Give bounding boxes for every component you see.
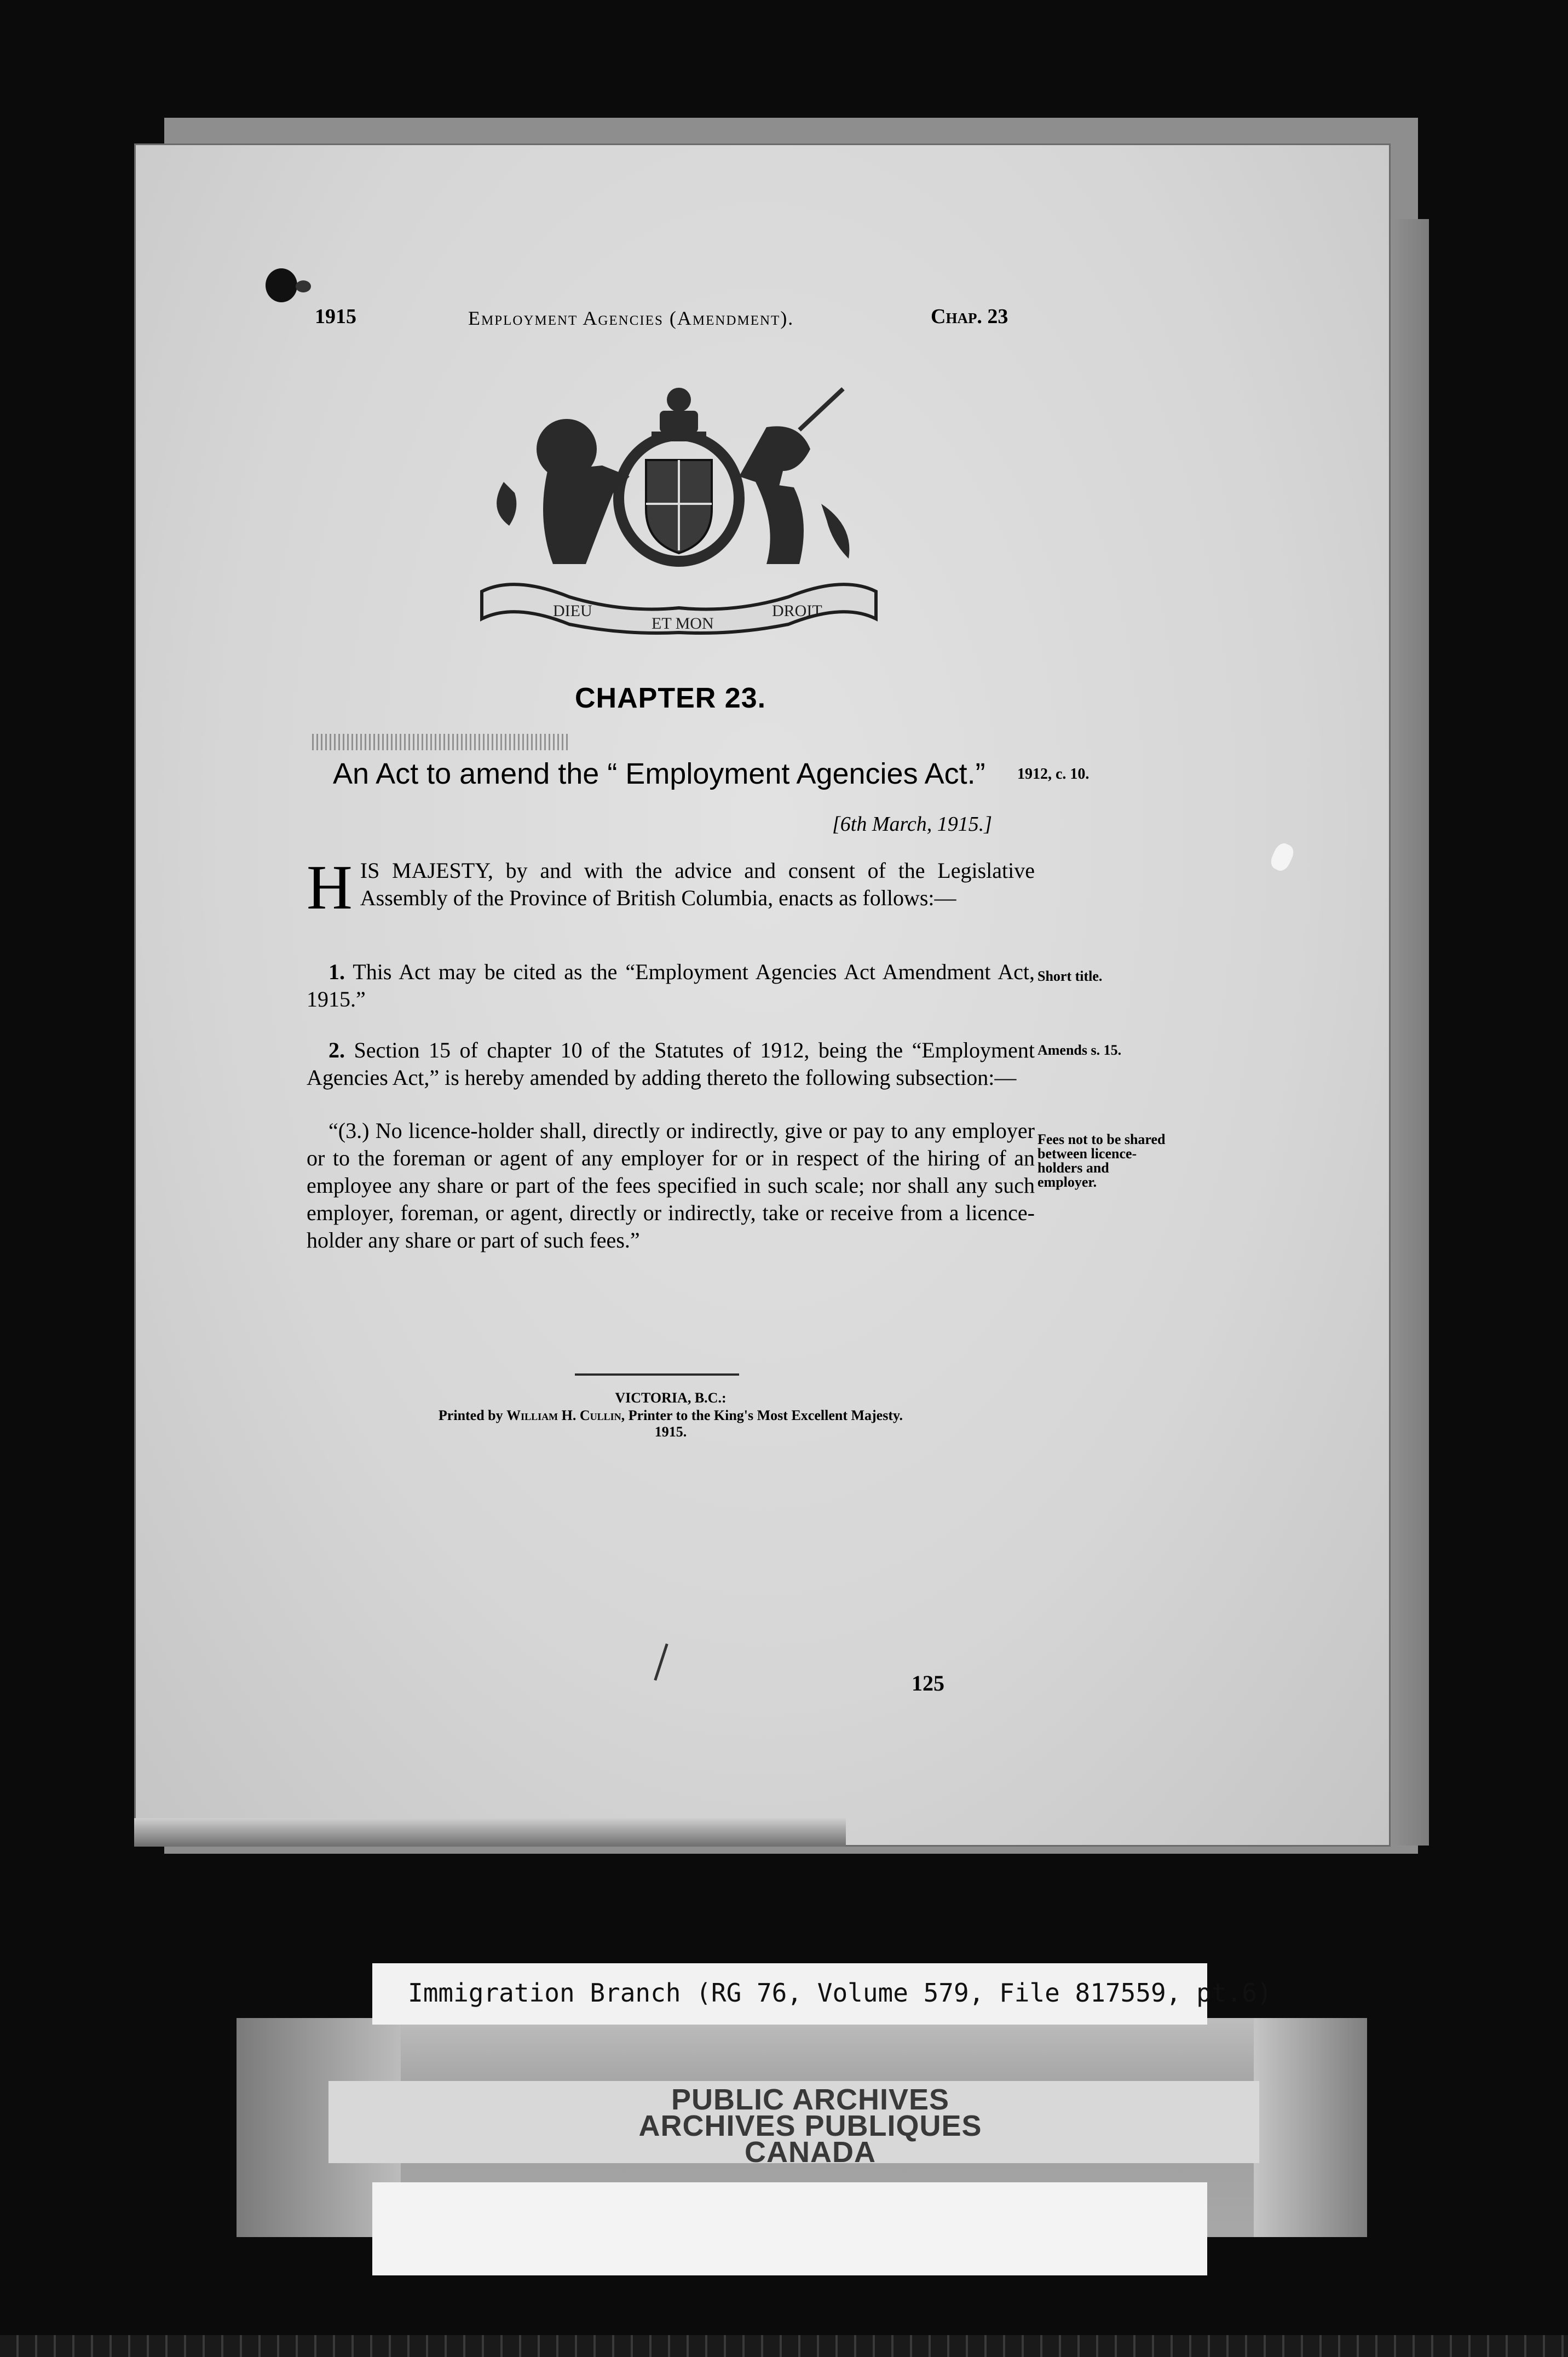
page-shadow	[134, 1818, 846, 1847]
running-header-title: Employment Agencies (Amendment).	[468, 307, 794, 329]
imprint-place: VICTORIA, B.C.:	[615, 1390, 727, 1406]
archive-reference-label: Immigration Branch (RG 76, Volume 579, File 817559, pt.6)	[408, 1978, 1272, 2008]
margin-note-amends: Amends s. 15.	[1037, 1042, 1122, 1058]
section-1-text: This Act may be cited as the “Employment Agencies Act Amendment Act, 1915.”	[307, 959, 1035, 1011]
preamble-text: IS MAJESTY, by and with the advice and consent of the Legislative Assembly of the Province of British Columbia, enacts as follows:—	[360, 858, 1035, 910]
running-header-year: 1915	[315, 305, 356, 328]
page-number: 125	[912, 1671, 944, 1695]
print-artifact	[312, 734, 569, 750]
margin-note-fees: Fees not to be shared between licence-holders and employer.	[1037, 1131, 1166, 1190]
assent-date: [6th March, 1915.]	[832, 813, 993, 836]
dropcap: H	[307, 853, 353, 923]
stamp-line-1: PUBLIC ARCHIVES	[671, 2083, 950, 2116]
motto-center: ET MON	[652, 614, 714, 633]
section-1	[307, 958, 1035, 1013]
section-2-text: Section 15 of chapter 10 of the Statutes of 1912, being the “Employment Agencies Act,” is hereby amended by adding thereto the following subsection:—	[307, 1038, 1035, 1090]
section-1-number: 1.	[328, 959, 345, 984]
imprint-printer-name: William H. Cullin,	[506, 1407, 625, 1423]
section-2	[307, 1037, 1035, 1091]
archives-stamp	[547, 2083, 1073, 2169]
film-edge	[0, 2335, 1568, 2357]
motto-right: DROIT	[772, 602, 822, 620]
ink-blot	[266, 268, 297, 302]
imprint-printed-by: Printed by	[438, 1407, 503, 1423]
royal-coat-of-arms-icon	[471, 383, 887, 635]
chapter-heading: CHAPTER 23.	[575, 682, 766, 714]
archive-box-right	[1254, 2018, 1367, 2237]
preamble	[307, 853, 1035, 923]
imprint-rule	[575, 1373, 739, 1376]
imprint-printer-role: Printer to the King's Most Excellent Majesty.	[628, 1407, 903, 1423]
archive-box-bottom	[372, 2182, 1207, 2275]
stamp-line-2: ARCHIVES PUBLIQUES	[638, 2109, 982, 2142]
subsection-3: “(3.) No licence-holder shall, directly or indirectly, give or pay to any employer or to the foreman or agent of any employer for or in respect of the hiring of an employee any share or part of the fees specified in such scale; nor shall any such employer, foreman, or agent, directly or indirectly, take or receive from a licence-holder any share or part of such fees.”	[307, 1118, 1035, 1252]
imprint-printer-line	[307, 1407, 1035, 1424]
margin-note-short-title: Short title.	[1037, 968, 1103, 984]
imprint-year: 1915.	[654, 1424, 687, 1440]
act-title: An Act to amend the “ Employment Agencies Act.”	[333, 757, 985, 790]
section-2-number: 2.	[328, 1038, 345, 1062]
act-citation-note: 1912, c. 10.	[1017, 766, 1089, 783]
ink-blot	[296, 280, 311, 292]
motto-left: DIEU	[553, 602, 592, 620]
stamp-line-3: CANADA	[745, 2136, 876, 2169]
running-header-chapter: Chap. 23	[931, 305, 1008, 328]
